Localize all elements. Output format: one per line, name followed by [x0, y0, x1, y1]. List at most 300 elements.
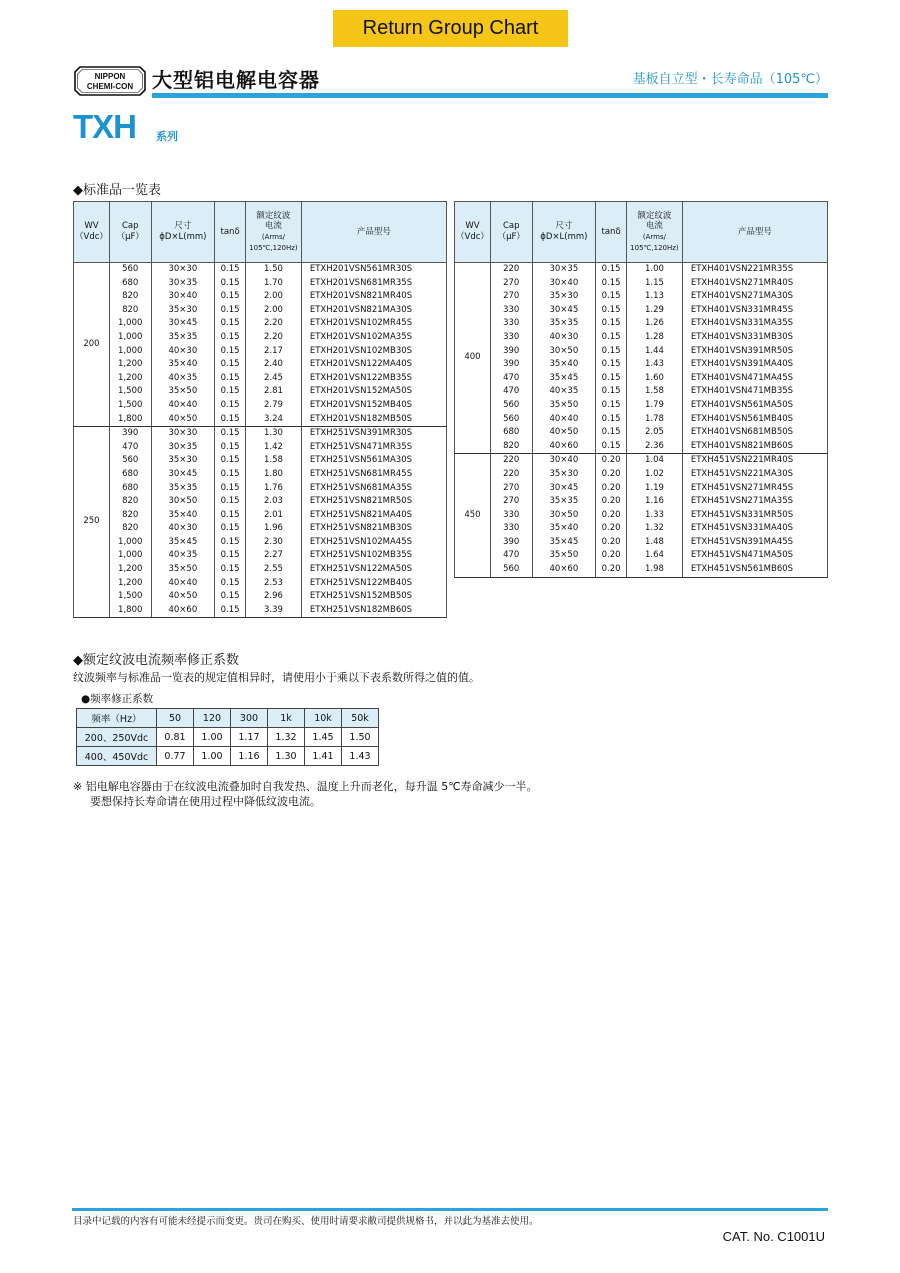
- ripple-cell: 1.70: [245, 277, 301, 291]
- table-row: [74, 482, 447, 496]
- cap-cell: 1,200: [109, 563, 151, 577]
- cap-cell: 560: [490, 563, 532, 577]
- cap-cell: 330: [490, 509, 532, 523]
- table-row: [74, 413, 447, 427]
- ripple-cell: 1.15: [626, 277, 682, 291]
- part-number-cell: ETXH401VSN681MB50S: [682, 426, 827, 440]
- part-number-cell: ETXH251VSN821MA40S: [301, 509, 446, 523]
- size-cell: 30×40: [532, 454, 596, 468]
- cap-cell: 820: [109, 290, 151, 304]
- coefficient-cell: 1.00: [194, 728, 231, 747]
- table-row: [455, 263, 828, 277]
- freq-header: 50k: [342, 709, 379, 728]
- freq-header: 50: [157, 709, 194, 728]
- part-number-cell: ETXH201VSN122MB35S: [301, 372, 446, 386]
- ripple-cell: 1.16: [626, 495, 682, 509]
- size-cell: 35×30: [151, 304, 215, 318]
- size-cell: 35×45: [532, 536, 596, 550]
- ripple-cell: 2.45: [245, 372, 301, 386]
- tan-cell: 0.15: [215, 385, 246, 399]
- tan-cell: 0.20: [596, 495, 627, 509]
- part-number-cell: ETXH201VSN821MA30S: [301, 304, 446, 318]
- ripple-cell: 1.58: [245, 454, 301, 468]
- part-number-cell: ETXH401VSN331MA35S: [682, 317, 827, 331]
- coefficient-cell: 1.45: [305, 728, 342, 747]
- table-row: [74, 563, 447, 577]
- table-row: [455, 304, 828, 318]
- coefficient-cell: 1.50: [342, 728, 379, 747]
- cap-cell: 560: [490, 399, 532, 413]
- wv-cell: 400: [455, 263, 491, 454]
- size-cell: 35×40: [151, 509, 215, 523]
- part-number-cell: ETXH251VSN102MB35S: [301, 549, 446, 563]
- cap-cell: 270: [490, 482, 532, 496]
- size-cell: 35×50: [151, 385, 215, 399]
- freq-header: 1k: [268, 709, 305, 728]
- size-cell: 30×30: [151, 263, 215, 277]
- part-number-cell: ETXH251VSN102MA45S: [301, 536, 446, 550]
- tan-cell: 0.20: [596, 509, 627, 523]
- freq-header: 120: [194, 709, 231, 728]
- ripple-cell: 1.43: [626, 358, 682, 372]
- tan-cell: 0.15: [596, 440, 627, 454]
- part-number-cell: ETXH201VSN152MB40S: [301, 399, 446, 413]
- cap-cell: 820: [109, 495, 151, 509]
- table-row: [455, 549, 828, 563]
- tan-cell: 0.15: [215, 482, 246, 496]
- size-cell: 30×35: [151, 441, 215, 455]
- tan-cell: 0.15: [596, 345, 627, 359]
- part-number-cell: ETXH251VSN471MR35S: [301, 441, 446, 455]
- table-row: [455, 440, 828, 454]
- table-row: [455, 372, 828, 386]
- part-number-cell: ETXH201VSN122MA40S: [301, 358, 446, 372]
- cap-cell: 270: [490, 277, 532, 291]
- logo-line2: CHEMI-CON: [86, 82, 134, 91]
- part-number-cell: ETXH451VSN271MR45S: [682, 482, 827, 496]
- ripple-cell: 3.39: [245, 604, 301, 618]
- tan-cell: 0.15: [215, 441, 246, 455]
- tan-cell: 0.20: [596, 482, 627, 496]
- coefficient-cell: 1.17: [231, 728, 268, 747]
- table-row: [455, 277, 828, 291]
- table-row: [74, 549, 447, 563]
- col-wv: WV （Vdc）: [455, 202, 491, 263]
- table-row: [74, 372, 447, 386]
- table-row: [455, 509, 828, 523]
- cap-cell: 1,200: [109, 358, 151, 372]
- part-number-cell: ETXH201VSN561MR30S: [301, 263, 446, 277]
- col-part-number: 产品型号: [301, 202, 446, 263]
- tan-cell: 0.15: [215, 454, 246, 468]
- table-row: [455, 413, 828, 427]
- col-cap: Cap （µF）: [490, 202, 532, 263]
- ripple-cell: 2.81: [245, 385, 301, 399]
- table-row: [455, 563, 828, 577]
- tan-cell: 0.15: [596, 358, 627, 372]
- cap-cell: 270: [490, 495, 532, 509]
- spec-section-heading: ◆标准品一览表: [73, 183, 161, 198]
- tan-cell: 0.15: [215, 399, 246, 413]
- ripple-cell: 1.02: [626, 468, 682, 482]
- cap-cell: 820: [109, 304, 151, 318]
- cap-cell: 270: [490, 290, 532, 304]
- table-row: [455, 290, 828, 304]
- col-ripple: 额定纹波 电流 (Arms/ 105℃,120Hz): [245, 202, 301, 263]
- cap-cell: 390: [490, 358, 532, 372]
- size-cell: 40×35: [151, 549, 215, 563]
- coefficient-cell: 1.00: [194, 747, 231, 766]
- tan-cell: 0.15: [215, 317, 246, 331]
- ripple-cell: 2.30: [245, 536, 301, 550]
- table-row: [74, 536, 447, 550]
- tan-cell: 0.15: [215, 536, 246, 550]
- cap-cell: 1,000: [109, 317, 151, 331]
- ripple-cell: 2.05: [626, 426, 682, 440]
- tan-cell: 0.15: [596, 399, 627, 413]
- part-number-cell: ETXH401VSN471MB35S: [682, 385, 827, 399]
- cap-cell: 560: [109, 454, 151, 468]
- ripple-cell: 1.33: [626, 509, 682, 523]
- table-row: [455, 358, 828, 372]
- table-row: [74, 604, 447, 618]
- page-subtitle: 基板自立型・长寿命品（105℃）: [632, 72, 828, 87]
- table-row: [74, 358, 447, 372]
- col-wv: WV （Vdc）: [74, 202, 110, 263]
- frequency-correction-table: [76, 708, 379, 766]
- size-cell: 30×50: [151, 495, 215, 509]
- table-row: [74, 495, 447, 509]
- size-cell: 40×30: [151, 345, 215, 359]
- ripple-cell: 1.19: [626, 482, 682, 496]
- part-number-cell: ETXH251VSN122MB40S: [301, 577, 446, 591]
- size-cell: 40×30: [151, 522, 215, 536]
- part-number-cell: ETXH401VSN821MB60S: [682, 440, 827, 454]
- coefficient-cell: 1.32: [268, 728, 305, 747]
- nippon-chemi-con-logo: [74, 66, 146, 96]
- tan-cell: 0.15: [596, 372, 627, 386]
- table-row: [455, 482, 828, 496]
- part-number-cell: ETXH251VSN122MA50S: [301, 563, 446, 577]
- cap-cell: 220: [490, 468, 532, 482]
- cap-cell: 470: [109, 441, 151, 455]
- ripple-cell: 1.26: [626, 317, 682, 331]
- table-row: [74, 590, 447, 604]
- size-cell: 35×40: [151, 358, 215, 372]
- part-number-cell: ETXH251VSN681MR45S: [301, 468, 446, 482]
- spec-table-left: [73, 201, 447, 618]
- ripple-cell: 1.00: [626, 263, 682, 277]
- size-cell: 40×35: [151, 372, 215, 386]
- voltage-label: 200、250Vdc: [77, 728, 157, 747]
- size-cell: 30×35: [532, 263, 596, 277]
- cap-cell: 1,000: [109, 331, 151, 345]
- freq-table-caption: ●频率修正系数: [81, 693, 154, 705]
- tan-cell: 0.15: [215, 358, 246, 372]
- cap-cell: 330: [490, 304, 532, 318]
- ripple-description: 纹波频率与标准品一览表的规定值相异时，请使用小于乘以下表系数所得之值的值。: [73, 671, 480, 684]
- cap-cell: 1,200: [109, 372, 151, 386]
- size-cell: 30×45: [532, 304, 596, 318]
- cap-cell: 820: [109, 522, 151, 536]
- part-number-cell: ETXH451VSN331MA40S: [682, 522, 827, 536]
- col-size: 尺寸 ϕD×L(mm): [151, 202, 215, 263]
- table-row: [74, 385, 447, 399]
- part-number-cell: ETXH251VSN152MB50S: [301, 590, 446, 604]
- tan-cell: 0.20: [596, 468, 627, 482]
- ripple-cell: 2.17: [245, 345, 301, 359]
- cap-cell: 390: [490, 345, 532, 359]
- tan-cell: 0.15: [596, 263, 627, 277]
- part-number-cell: ETXH251VSN821MR50S: [301, 495, 446, 509]
- voltage-label: 400、450Vdc: [77, 747, 157, 766]
- size-cell: 40×60: [151, 604, 215, 618]
- ripple-cell: 1.42: [245, 441, 301, 455]
- ripple-cell: 1.04: [626, 454, 682, 468]
- coefficient-cell: 0.77: [157, 747, 194, 766]
- size-cell: 40×50: [151, 413, 215, 427]
- series-suffix: 系列: [156, 130, 178, 143]
- cap-cell: 1,200: [109, 577, 151, 591]
- table-row: [77, 747, 379, 766]
- table-row: [455, 495, 828, 509]
- tan-cell: 0.15: [215, 522, 246, 536]
- size-cell: 40×40: [151, 399, 215, 413]
- table-row: [74, 441, 447, 455]
- table-row: [455, 536, 828, 550]
- cap-cell: 330: [490, 317, 532, 331]
- ripple-cell: 2.96: [245, 590, 301, 604]
- size-cell: 30×45: [532, 482, 596, 496]
- tan-cell: 0.15: [215, 563, 246, 577]
- ripple-cell: 1.80: [245, 468, 301, 482]
- size-cell: 35×30: [151, 454, 215, 468]
- size-cell: 35×50: [151, 563, 215, 577]
- cap-cell: 390: [490, 536, 532, 550]
- size-cell: 40×60: [532, 563, 596, 577]
- cap-cell: 1,500: [109, 590, 151, 604]
- coefficient-cell: 1.16: [231, 747, 268, 766]
- cap-cell: 820: [109, 509, 151, 523]
- size-cell: 30×50: [532, 345, 596, 359]
- table-row: [455, 385, 828, 399]
- size-cell: 30×45: [151, 468, 215, 482]
- part-number-cell: ETXH401VSN471MA45S: [682, 372, 827, 386]
- part-number-cell: ETXH451VSN391MA45S: [682, 536, 827, 550]
- cap-cell: 330: [490, 522, 532, 536]
- size-cell: 40×40: [532, 413, 596, 427]
- cap-cell: 470: [490, 385, 532, 399]
- size-cell: 35×35: [532, 317, 596, 331]
- tan-cell: 0.20: [596, 563, 627, 577]
- size-cell: 35×45: [532, 372, 596, 386]
- table-row: [455, 345, 828, 359]
- size-cell: 40×50: [532, 426, 596, 440]
- ripple-cell: 2.00: [245, 290, 301, 304]
- cap-cell: 390: [109, 427, 151, 441]
- ripple-cell: 1.98: [626, 563, 682, 577]
- footer-disclaimer: 目录中记载的内容有可能未经提示而变更。贵司在购买、使用时请要求敝司提供规格书，并以此为基准去使用。: [73, 1216, 539, 1227]
- ripple-cell: 1.76: [245, 482, 301, 496]
- part-number-cell: ETXH401VSN271MR40S: [682, 277, 827, 291]
- cap-cell: 1,800: [109, 604, 151, 618]
- ripple-cell: 2.00: [245, 304, 301, 318]
- freq-header-label: 频率（Hz）: [77, 709, 157, 728]
- spec-table-right: [454, 201, 828, 578]
- part-number-cell: ETXH401VSN271MA30S: [682, 290, 827, 304]
- tan-cell: 0.15: [215, 590, 246, 604]
- cap-cell: 1,000: [109, 536, 151, 550]
- note-line-1: ※ 铝电解电容器由于在纹波电流叠加时自我发热、温度上升而老化，每升温 5℃寿命减少一半。: [73, 780, 538, 793]
- freq-header: 10k: [305, 709, 342, 728]
- col-size: 尺寸 ϕD×L(mm): [532, 202, 596, 263]
- ripple-cell: 2.01: [245, 509, 301, 523]
- part-number-cell: ETXH451VSN221MR40S: [682, 454, 827, 468]
- table-row: [455, 317, 828, 331]
- part-number-cell: ETXH401VSN331MR45S: [682, 304, 827, 318]
- ripple-section-heading: ◆额定纹波电流频率修正系数: [73, 653, 239, 668]
- size-cell: 35×30: [532, 290, 596, 304]
- coefficient-cell: 1.41: [305, 747, 342, 766]
- cap-cell: 470: [490, 549, 532, 563]
- table-row: [455, 468, 828, 482]
- part-number-cell: ETXH201VSN102MA35S: [301, 331, 446, 345]
- cap-cell: 1,500: [109, 399, 151, 413]
- size-cell: 30×30: [151, 427, 215, 441]
- ripple-cell: 2.55: [245, 563, 301, 577]
- ripple-cell: 1.60: [626, 372, 682, 386]
- tan-cell: 0.15: [215, 263, 246, 277]
- cap-cell: 560: [109, 263, 151, 277]
- ripple-cell: 2.53: [245, 577, 301, 591]
- table-row: [455, 522, 828, 536]
- ripple-cell: 2.20: [245, 331, 301, 345]
- size-cell: 30×35: [151, 277, 215, 291]
- size-cell: 30×40: [151, 290, 215, 304]
- part-number-cell: ETXH451VSN471MA50S: [682, 549, 827, 563]
- size-cell: 35×30: [532, 468, 596, 482]
- wv-cell: 450: [455, 454, 491, 577]
- size-cell: 35×50: [532, 549, 596, 563]
- table-row: [455, 399, 828, 413]
- tan-cell: 0.15: [215, 427, 246, 441]
- col-cap: Cap （µF）: [109, 202, 151, 263]
- tan-cell: 0.15: [215, 549, 246, 563]
- ripple-cell: 1.50: [245, 263, 301, 277]
- page-title: 大型铝电解电容器: [152, 68, 320, 92]
- footer-rule: [72, 1208, 828, 1211]
- cap-cell: 1,800: [109, 413, 151, 427]
- size-cell: 35×40: [532, 358, 596, 372]
- part-number-cell: ETXH201VSN681MR35S: [301, 277, 446, 291]
- cap-cell: 680: [109, 468, 151, 482]
- part-number-cell: ETXH251VSN182MB60S: [301, 604, 446, 618]
- freq-header: 300: [231, 709, 268, 728]
- tan-cell: 0.20: [596, 549, 627, 563]
- cap-cell: 470: [490, 372, 532, 386]
- ripple-cell: 1.79: [626, 399, 682, 413]
- table-row: [74, 468, 447, 482]
- ripple-cell: 2.36: [626, 440, 682, 454]
- tan-cell: 0.15: [596, 277, 627, 291]
- table-row: [74, 304, 447, 318]
- tan-cell: 0.15: [215, 277, 246, 291]
- table-row: [74, 345, 447, 359]
- ripple-cell: 3.24: [245, 413, 301, 427]
- tan-cell: 0.20: [596, 454, 627, 468]
- series-name: TXH: [73, 108, 136, 145]
- size-cell: 35×35: [151, 482, 215, 496]
- table-row: [74, 331, 447, 345]
- table-row: [455, 331, 828, 345]
- tan-cell: 0.15: [215, 372, 246, 386]
- part-number-cell: ETXH401VSN221MR35S: [682, 263, 827, 277]
- size-cell: 30×45: [151, 317, 215, 331]
- cap-cell: 220: [490, 454, 532, 468]
- tan-cell: 0.15: [215, 290, 246, 304]
- col-tan: tanδ: [215, 202, 246, 263]
- title-rule: [152, 93, 828, 98]
- part-number-cell: ETXH451VSN271MA35S: [682, 495, 827, 509]
- ripple-cell: 1.64: [626, 549, 682, 563]
- table-row: [74, 577, 447, 591]
- catalog-number: CAT. No. C1001U: [722, 1229, 825, 1244]
- ripple-cell: 1.44: [626, 345, 682, 359]
- coefficient-cell: 1.43: [342, 747, 379, 766]
- wv-cell: 250: [74, 427, 110, 618]
- size-cell: 35×45: [151, 536, 215, 550]
- part-number-cell: ETXH401VSN331MB30S: [682, 331, 827, 345]
- table-row: [74, 290, 447, 304]
- table-row: [74, 454, 447, 468]
- cap-cell: 560: [490, 413, 532, 427]
- table-row: [74, 263, 447, 277]
- table-row: [74, 427, 447, 441]
- tan-cell: 0.15: [215, 509, 246, 523]
- part-number-cell: ETXH251VSN681MA35S: [301, 482, 446, 496]
- part-number-cell: ETXH251VSN391MR30S: [301, 427, 446, 441]
- ripple-cell: 2.27: [245, 549, 301, 563]
- size-cell: 35×40: [532, 522, 596, 536]
- table-row: [74, 399, 447, 413]
- ripple-cell: 1.48: [626, 536, 682, 550]
- table-row: [455, 426, 828, 440]
- part-number-cell: ETXH401VSN561MA50S: [682, 399, 827, 413]
- ripple-cell: 2.79: [245, 399, 301, 413]
- tan-cell: 0.15: [215, 345, 246, 359]
- table-row: [74, 522, 447, 536]
- ripple-cell: 1.29: [626, 304, 682, 318]
- tan-cell: 0.15: [596, 290, 627, 304]
- ripple-cell: 1.96: [245, 522, 301, 536]
- coefficient-cell: 0.81: [157, 728, 194, 747]
- part-number-cell: ETXH401VSN391MR50S: [682, 345, 827, 359]
- part-number-cell: ETXH201VSN821MR40S: [301, 290, 446, 304]
- part-number-cell: ETXH401VSN561MB40S: [682, 413, 827, 427]
- coefficient-cell: 1.30: [268, 747, 305, 766]
- return-group-chart-button[interactable]: Return Group Chart: [333, 10, 568, 47]
- tan-cell: 0.15: [596, 331, 627, 345]
- cap-cell: 1,000: [109, 549, 151, 563]
- part-number-cell: ETXH201VSN182MB50S: [301, 413, 446, 427]
- table-row: [74, 509, 447, 523]
- size-cell: 40×40: [151, 577, 215, 591]
- wv-cell: 200: [74, 263, 110, 427]
- part-number-cell: ETXH201VSN102MB30S: [301, 345, 446, 359]
- size-cell: 40×60: [532, 440, 596, 454]
- ripple-cell: 2.03: [245, 495, 301, 509]
- tan-cell: 0.15: [596, 304, 627, 318]
